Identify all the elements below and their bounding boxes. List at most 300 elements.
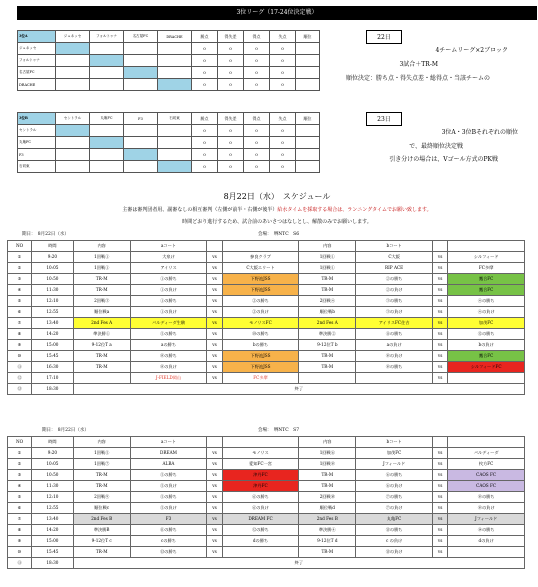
stat-cell: 0 xyxy=(218,149,244,161)
notice-referee-text: 主審は審判団者用、副審なしの相互審判（左側が前半・右側が後半） xyxy=(122,207,278,213)
schedule-cell-a-c: 2回戦③ xyxy=(73,296,130,307)
note-23-line3: 引き分けの場合は、Vゴール方式のPK戦 xyxy=(389,156,498,163)
schedule-cell-vsB: vs xyxy=(432,459,447,470)
schedule-cell-vsA: vs xyxy=(207,536,222,547)
schedule-cell-vsB: vs xyxy=(432,340,447,351)
schedule-cell-b-c: 順位戦b xyxy=(299,307,356,318)
schedule-cell-b2: Jフィールド xyxy=(448,514,525,525)
stat-cell: 0 xyxy=(270,161,296,173)
schedule-cell-time: 15:00 xyxy=(32,536,74,547)
schedule-cell-vsA: vs xyxy=(207,514,222,525)
schedule-cell-a2: ⑫の勝ち xyxy=(222,525,299,536)
schedule-title: 8月22日（水） スケジュール xyxy=(223,192,331,201)
schedule-cell-vsA: vs xyxy=(207,362,222,373)
schedule-cell-a1: aの勝ち xyxy=(130,340,207,351)
stat-cell xyxy=(296,43,320,55)
table-row xyxy=(8,525,525,536)
schedule-cell-b-c: 1回戦① xyxy=(299,263,356,274)
stat-cell xyxy=(296,55,320,67)
schedule-cell-vsA: vs xyxy=(207,481,222,492)
table-row xyxy=(8,547,525,558)
schedule-cell-a2: 愛知FC一宮 xyxy=(222,459,299,470)
schedule-header-cell xyxy=(432,241,447,252)
stat-cell xyxy=(296,137,320,149)
table-row xyxy=(8,503,525,514)
stat-cell: 0 xyxy=(244,79,270,91)
team-row-header: ジュネッセ xyxy=(18,43,56,55)
stat-cell: 0 xyxy=(244,137,270,149)
self-cell xyxy=(56,125,90,137)
self-cell xyxy=(158,161,192,173)
schedule-cell-b1: ⑥の負け xyxy=(356,481,433,492)
result-cell xyxy=(158,137,192,149)
schedule-cell-b1: 加茂FC xyxy=(356,448,433,459)
stat-header: 順位 xyxy=(296,31,320,43)
schedule-cell-no: ⑨ xyxy=(8,536,32,547)
schedule-cell-b-c: 2回戦⑩ xyxy=(299,492,356,503)
schedule-cell-time: 13:40 xyxy=(32,514,74,525)
table-row xyxy=(8,329,525,340)
schedule-cell-b-c: 2回戦④ xyxy=(299,296,356,307)
schedule-cell-b1: aの負け xyxy=(356,340,433,351)
schedule-cell-a2: 下野池JSS xyxy=(222,362,299,373)
note-22-line2: 3試合＋TR-M xyxy=(399,61,438,68)
schedule-cell-b-c: TR-M xyxy=(299,547,356,558)
schedule-header-row xyxy=(8,437,525,448)
schedule-cell-vsA: vs xyxy=(207,525,222,536)
stat-cell: 0 xyxy=(192,161,218,173)
schedule-cell-vsA: vs xyxy=(207,503,222,514)
note-22-line1: 4チームリーグ×2ブロック xyxy=(435,47,508,54)
schedule-cell-time: 12:55 xyxy=(32,503,74,514)
schedule-cell-b1: RIP ACE xyxy=(356,263,433,274)
schedule-header-cell: 内容 xyxy=(299,241,356,252)
schedule-cell-b2: 加茂FC xyxy=(448,318,525,329)
schedule-header-cell: 内容 xyxy=(73,437,130,448)
stat-cell: 0 xyxy=(270,43,296,55)
schedule-header-cell: bコート xyxy=(356,437,433,448)
schedule-cell-a2: ⑩の勝ち xyxy=(222,329,299,340)
stat-header: 得点 xyxy=(244,31,270,43)
notice-referee xyxy=(17,205,537,215)
table-row xyxy=(8,481,525,492)
schedule-cell-vsB: vs xyxy=(432,318,447,329)
table-row xyxy=(8,307,525,318)
team-row-header: フォルトゥナ xyxy=(18,55,56,67)
result-cell xyxy=(90,67,124,79)
schedule-cell-a-c: 順位戦c xyxy=(73,503,130,514)
self-cell xyxy=(90,137,124,149)
schedule-cell-vsA: vs xyxy=(207,329,222,340)
stat-cell xyxy=(296,79,320,91)
schedule-header-cell: NO xyxy=(8,437,32,448)
schedule-cell-vsB: vs xyxy=(432,285,447,296)
schedule-cell-a2: dの勝ち xyxy=(222,536,299,547)
schedule-cell-time: 10:05 xyxy=(32,459,74,470)
schedule-cell-a2: 下野池JSS xyxy=(222,274,299,285)
schedule-cell-a-c: TR-M xyxy=(73,547,130,558)
stat-cell: 0 xyxy=(270,149,296,161)
schedule-cell-vsB: vs xyxy=(432,470,447,481)
schedule-cell-a-c: 2nd Fes B xyxy=(73,514,130,525)
table-row xyxy=(8,459,525,470)
self-cell xyxy=(158,79,192,91)
stat-header: 得失差 xyxy=(218,113,244,125)
schedule-cell-vsA: vs xyxy=(207,285,222,296)
schedule-cell-a2: bの勝ち xyxy=(222,340,299,351)
result-cell xyxy=(90,79,124,91)
schedule-cell-no: ④ xyxy=(8,481,32,492)
team-row-header: セントラル xyxy=(18,125,56,137)
schedule-cell-vsA: vs xyxy=(207,373,222,384)
note-22-line3: 順位決定：勝ち点・得失点差・総得点・当該チームの xyxy=(346,75,491,82)
team-row-header: 丸亀FC xyxy=(18,137,56,149)
schedule-cell-a-c: 2回戦⑨ xyxy=(73,492,130,503)
schedule-cell-a-c: TR-M xyxy=(73,351,130,362)
page-title: 3位リーグ（17-24位決定戦） xyxy=(17,6,537,20)
schedule-cell-vsB: vs xyxy=(432,514,447,525)
schedule-header-cell: 内容 xyxy=(299,437,356,448)
result-cell xyxy=(56,55,90,67)
result-cell xyxy=(158,43,192,55)
stat-cell: 0 xyxy=(218,125,244,137)
schedule-cell-no: ⑩ xyxy=(8,351,32,362)
s1-date-label: 期日： 8月22日（水） xyxy=(22,232,69,237)
result-cell xyxy=(124,55,158,67)
schedule-cell-vsA: vs xyxy=(207,470,222,481)
team-col-header: 丸亀FC xyxy=(90,113,124,125)
schedule-cell-b2: ⑧の勝ち xyxy=(448,492,525,503)
table-row xyxy=(8,274,525,285)
result-cell xyxy=(158,55,192,67)
result-cell xyxy=(158,67,192,79)
schedule-cell-a-c: 1回戦① xyxy=(73,252,130,263)
team-col-header: フォルトゥナ xyxy=(90,31,124,43)
schedule-cell-time: 15:45 xyxy=(32,351,74,362)
schedule-cell-a2: ⑥の負け xyxy=(222,503,299,514)
stat-cell: 0 xyxy=(270,137,296,149)
date-badge-23: 23日 xyxy=(366,112,402,126)
schedule-cell-vsA: vs xyxy=(207,459,222,470)
schedule-cell-b1: ⑦の負け xyxy=(356,503,433,514)
schedule-cell-a-c: 9-12位T a xyxy=(73,340,130,351)
team-col-header: 石切東 xyxy=(158,113,192,125)
result-cell xyxy=(124,137,158,149)
schedule-header-cell: 時間 xyxy=(32,241,74,252)
stat-cell: 0 xyxy=(244,67,270,79)
schedule-cell-vsA: vs xyxy=(207,274,222,285)
schedule-cell-b-c: 9-12位T b xyxy=(299,340,356,351)
schedule-cell-time: 9:20 xyxy=(32,252,74,263)
schedule-cell-no: ③ xyxy=(8,274,32,285)
schedule-header-cell xyxy=(448,437,525,448)
schedule-cell-vsA: vs xyxy=(207,263,222,274)
schedule-cell-no: ② xyxy=(8,263,32,274)
schedule-cell-no: ① xyxy=(8,252,32,263)
stat-cell: 0 xyxy=(192,137,218,149)
stat-header: 勝点 xyxy=(192,31,218,43)
stat-cell: 0 xyxy=(218,67,244,79)
schedule-cell-a2 xyxy=(222,547,299,558)
stat-cell: 0 xyxy=(218,43,244,55)
stat-header: 得失差 xyxy=(218,31,244,43)
schedule-header-cell xyxy=(222,437,299,448)
schedule-cell-no: ⑩ xyxy=(8,547,32,558)
schedule-cell-a1: アイリス xyxy=(130,263,207,274)
table-row xyxy=(8,558,525,569)
schedule-cell-final: 終了 xyxy=(73,558,524,569)
schedule-cell-vsB: vs xyxy=(432,274,447,285)
schedule-cell-b2: 鷹合FC xyxy=(448,351,525,362)
schedule-cell-no: ⑦ xyxy=(8,318,32,329)
schedule-cell-vsB: vs xyxy=(432,525,447,536)
schedule-cell-a2: 参良クラブ xyxy=(222,252,299,263)
stat-cell: 0 xyxy=(192,125,218,137)
team-row-header: 石切東 xyxy=(18,161,56,173)
stat-header: 得点 xyxy=(244,113,270,125)
schedule-cell-b1: ②の勝ち xyxy=(356,274,433,285)
schedule-cell-no: ① xyxy=(8,448,32,459)
schedule-cell-a2: ⑥の勝ち xyxy=(222,492,299,503)
table-row xyxy=(8,285,525,296)
schedule-header-cell xyxy=(448,241,525,252)
schedule-cell-b-c: TR-M xyxy=(299,362,356,373)
table-row xyxy=(8,340,525,351)
result-cell xyxy=(124,79,158,91)
date-badge-22: 22日 xyxy=(366,30,402,44)
schedule-cell-a2: DREAM FC xyxy=(222,514,299,525)
schedule-cell-time: 11:30 xyxy=(32,285,74,296)
stat-cell: 0 xyxy=(192,149,218,161)
schedule-cell-a1: ⑤の勝ち xyxy=(130,470,207,481)
schedule-cell-a1: F3 xyxy=(130,514,207,525)
stat-cell: 0 xyxy=(244,55,270,67)
schedule-cell-time: 11:30 xyxy=(32,481,74,492)
self-cell xyxy=(124,149,158,161)
schedule-cell-vsB: vs xyxy=(432,351,447,362)
table-row xyxy=(8,514,525,525)
schedule-cell-b1: c の負け xyxy=(356,536,433,547)
table-row xyxy=(8,263,525,274)
schedule-cell-b2: CAOS FC xyxy=(448,481,525,492)
schedule-table-s7 xyxy=(7,436,525,569)
note-23-line1: 3位A・3位Bそれぞれの順位 xyxy=(441,129,518,136)
schedule-cell-vsB: vs xyxy=(432,481,447,492)
stat-header: 順位 xyxy=(296,113,320,125)
schedule-cell-b2: 鷹合FC xyxy=(448,274,525,285)
stat-cell xyxy=(296,161,320,173)
team-col-header: 名古屋FC xyxy=(124,31,158,43)
table-row xyxy=(8,536,525,547)
schedule-cell-a2: ②の負け xyxy=(222,307,299,318)
schedule-cell-b2: ④の負け xyxy=(448,307,525,318)
schedule-cell-no: ⑥ xyxy=(8,503,32,514)
schedule-cell-no: ⑥ xyxy=(8,307,32,318)
schedule-cell-vsA: vs xyxy=(207,351,222,362)
schedule-cell-a-c: TR-M xyxy=(73,274,130,285)
stat-cell: 0 xyxy=(192,43,218,55)
schedule-header-cell xyxy=(222,241,299,252)
schedule-header-row xyxy=(8,241,525,252)
schedule-cell-a2: 津丹FC xyxy=(222,481,299,492)
schedule-header-cell xyxy=(207,437,222,448)
schedule-cell-b-c: TR-M xyxy=(299,481,356,492)
schedule-cell-a1: ⑤の勝ち xyxy=(130,329,207,340)
schedule-cell-b2: ⑫の勝ち xyxy=(448,329,525,340)
schedule-cell-a1: J-FIELD岡山 xyxy=(130,373,207,384)
schedule-cell-b2: CAOS FC xyxy=(448,470,525,481)
stat-cell xyxy=(296,125,320,137)
schedule-cell-time: 13:40 xyxy=(32,318,74,329)
result-cell xyxy=(56,79,90,91)
schedule-cell-a1: DREAM xyxy=(130,448,207,459)
stat-cell: 0 xyxy=(192,67,218,79)
schedule-cell-a2: FC多摩 xyxy=(222,373,299,384)
schedule-cell-b2: bの負け xyxy=(448,340,525,351)
schedule-cell-time: 10:05 xyxy=(32,263,74,274)
table-row xyxy=(8,373,525,384)
stat-cell: 0 xyxy=(192,79,218,91)
schedule-cell-b1 xyxy=(356,373,433,384)
stat-cell: 0 xyxy=(270,79,296,91)
schedule-cell-a-c xyxy=(73,373,130,384)
schedule-cell-a-c: TR-M xyxy=(73,481,130,492)
schedule-cell-b1: ⑥の勝ち xyxy=(356,470,433,481)
table-row xyxy=(8,318,525,329)
schedule-cell-b1: ③の勝ち xyxy=(356,296,433,307)
schedule-table-s6 xyxy=(7,240,525,395)
result-cell xyxy=(90,161,124,173)
stat-cell: 0 xyxy=(270,67,296,79)
stat-cell: 0 xyxy=(244,161,270,173)
schedule-cell-time: 18:30 xyxy=(32,558,74,569)
stat-cell: 0 xyxy=(218,55,244,67)
league-a-label: 3位A xyxy=(18,31,56,43)
schedule-cell-vsA: vs xyxy=(207,340,222,351)
schedule-cell-a2: 下野池JSS xyxy=(222,351,299,362)
result-cell xyxy=(124,43,158,55)
stat-cell xyxy=(296,149,320,161)
schedule-cell-vsB: vs xyxy=(432,252,447,263)
schedule-cell-b-c: 1回戦⑧ xyxy=(299,459,356,470)
schedule-cell-time: 15:00 xyxy=(32,340,74,351)
schedule-cell-b1: C大阪 xyxy=(356,252,433,263)
schedule-cell-time: 12:10 xyxy=(32,296,74,307)
stat-cell: 0 xyxy=(270,55,296,67)
schedule-cell-vsA: vs xyxy=(207,296,222,307)
schedule-cell-final: 終了 xyxy=(73,384,524,395)
stat-cell: 0 xyxy=(192,55,218,67)
schedule-cell-vsB: vs xyxy=(432,373,447,384)
schedule-header-cell: 内容 xyxy=(73,241,130,252)
result-cell xyxy=(56,137,90,149)
table-row xyxy=(8,492,525,503)
schedule-cell-vsB: vs xyxy=(432,296,447,307)
schedule-cell-a1: ⑤の負け xyxy=(130,503,207,514)
schedule-cell-vsA: vs xyxy=(207,318,222,329)
schedule-cell-no: ⑧ xyxy=(8,525,32,536)
league-a-table xyxy=(17,30,320,91)
schedule-header-cell: aコート xyxy=(130,437,207,448)
s1-venue-label: 会場： 堺NTC S6 xyxy=(258,232,300,237)
schedule-cell-b-c: 準決勝② xyxy=(299,329,356,340)
result-cell xyxy=(158,149,192,161)
schedule-cell-b2: FC多摩 xyxy=(448,263,525,274)
schedule-cell-a1: ①の負け xyxy=(130,307,207,318)
schedule-cell-a1: ⑤の負け xyxy=(130,481,207,492)
schedule-cell-a1: 大泉け xyxy=(130,252,207,263)
notice-greeting: 時間どおり進行するため、試合前のあいさつはなしとし、解散のみでお願いします。 xyxy=(182,219,372,225)
schedule-cell-a-c: 9-12位T c xyxy=(73,536,130,547)
table-row xyxy=(8,448,525,459)
stat-cell: 0 xyxy=(218,79,244,91)
schedule-cell-time: 16:30 xyxy=(32,362,74,373)
schedule-cell-b1: アイリスFC住吉 xyxy=(356,318,433,329)
schedule-cell-no: ⑬ xyxy=(8,384,32,395)
schedule-cell-b-c xyxy=(299,373,356,384)
schedule-cell-b-c: 順位戦d xyxy=(299,503,356,514)
schedule-cell-a-c: 1回戦⑤ xyxy=(73,448,130,459)
table-row xyxy=(8,351,525,362)
schedule-cell-vsA: vs xyxy=(207,307,222,318)
result-cell xyxy=(90,43,124,55)
schedule-cell-vsB: vs xyxy=(432,492,447,503)
schedule-cell-b-c: TR-M xyxy=(299,470,356,481)
table-row xyxy=(8,384,525,395)
team-row-header: 名古屋FC xyxy=(18,67,56,79)
self-cell xyxy=(124,67,158,79)
schedule-cell-vsB: vs xyxy=(432,329,447,340)
schedule-cell-time: 12:55 xyxy=(32,307,74,318)
schedule-cell-vsB: vs xyxy=(432,536,447,547)
schedule-cell-b1: ③の負け xyxy=(356,307,433,318)
schedule-cell-time: 9:20 xyxy=(32,448,74,459)
schedule-cell-no: ⑫ xyxy=(8,373,32,384)
schedule-cell-time: 17:10 xyxy=(32,373,74,384)
schedule-cell-a-c: 2nd Fes A xyxy=(73,318,130,329)
schedule-cell-b2: シルフィード xyxy=(448,252,525,263)
schedule-cell-b1: ②の負け xyxy=(356,285,433,296)
schedule-cell-a1: ⑪の勝ち xyxy=(130,525,207,536)
stat-cell xyxy=(296,67,320,79)
schedule-header-cell xyxy=(207,241,222,252)
schedule-cell-a2: 津丹FC xyxy=(222,470,299,481)
result-cell xyxy=(158,125,192,137)
schedule-cell-b1: ⑧の勝ち xyxy=(356,362,433,373)
s2-date-label: 期日： 8月22日（水） xyxy=(42,428,89,433)
schedule-cell-b2: 枚方FC xyxy=(448,459,525,470)
table-row xyxy=(8,362,525,373)
schedule-cell-b2: 鷹合FC xyxy=(448,285,525,296)
schedule-cell-a-c: 1回戦⑦ xyxy=(73,459,130,470)
schedule-cell-no: ⑪ xyxy=(8,558,32,569)
stat-cell: 0 xyxy=(244,125,270,137)
schedule-cell-a2: ②の勝ち xyxy=(222,296,299,307)
schedule-cell-no: ⑤ xyxy=(8,296,32,307)
schedule-cell-a2: モノリスFC xyxy=(222,318,299,329)
schedule-header-cell: bコート xyxy=(356,241,433,252)
schedule-cell-a-c: TR-M xyxy=(73,362,130,373)
schedule-cell-a-c: 1回戦① xyxy=(73,263,130,274)
notice-water-break: 給水タイムを採取する場合は、ランニングタイムでお願い致します。 xyxy=(277,207,432,213)
table-row xyxy=(8,296,525,307)
team-col-header: セントラル xyxy=(56,113,90,125)
schedule-cell-b2: バルディーダ xyxy=(448,448,525,459)
schedule-cell-a1: ⑧の負け xyxy=(130,362,207,373)
schedule-cell-vsB: vs xyxy=(432,547,447,558)
stat-cell: 0 xyxy=(218,137,244,149)
schedule-cell-b1: ⑬の負け xyxy=(356,547,433,558)
